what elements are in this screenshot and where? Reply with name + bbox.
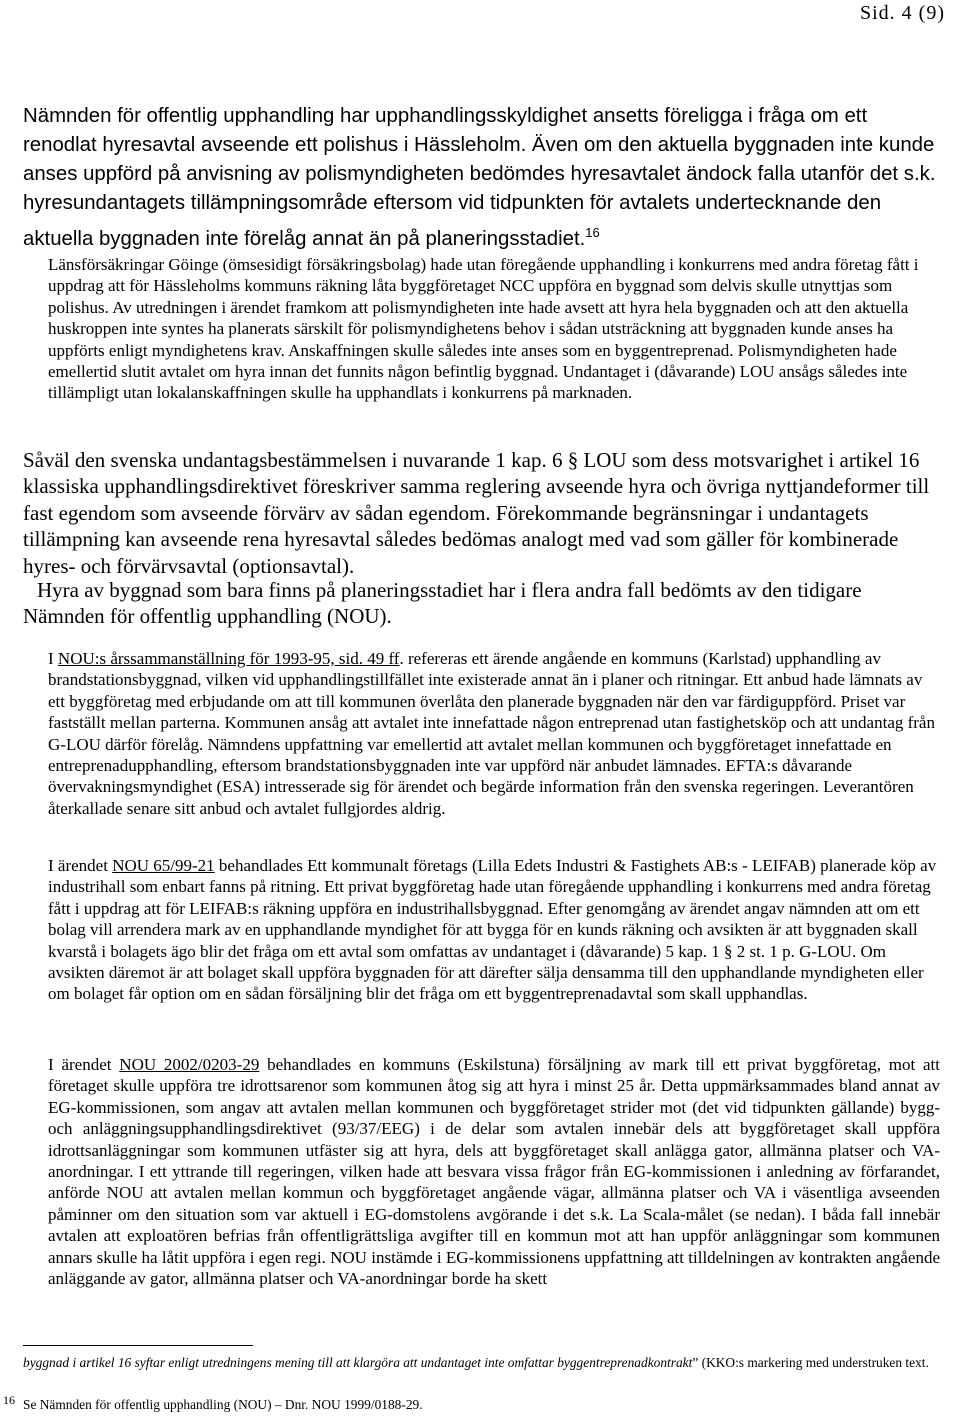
intro-emphasis-text: hyresundantagets tillämpningsområde eftersom vid tidpunkten för avtalets undertecknande den aktuella byggnaden inte förelåg annat än på planeringsstadiet. (23, 192, 882, 250)
case-eskilstuna (48, 1054, 940, 1289)
case-leifab (48, 855, 940, 1005)
nou-summary-link[interactable]: NOU:s årssammanställning för 1993-95, sid. 49 ff (57, 649, 400, 668)
footnote-16-text: Se Nämnden för offentlig upphandling (NOU) – Dnr. NOU 1999/0188-29. (23, 1397, 423, 1412)
footnote-divider (23, 1345, 253, 1346)
footnote-continuation-regular: ” (KKO:s markering med understruken text. (692, 1355, 929, 1370)
case-karlstad-text: . refereras ett ärende angående en kommuns (Karlstad) upphandling av brandstationsbyggnad, vilken vid upphandlingstillfället inte existerade annat än i planer och ritningar. Ett anbud hade lämnats av ett byggföretag med erbjudande om att till kommunen överlåta den planerade byggnaden när den var färdiguppförd. Priset var fastställt mellan parterna. Kommunen ansåg att avtalet inte innefattade någon entreprenad utan fastighetsköp och att undantag från G-LOU därför förelåg. Nämndens uppfattning var emellertid att avtalet mellan kommunen och byggföretaget innefattade en entreprenadupphandling, eftersom brandstationsbyggnaden inte var uppförd när anbudet lämnades. EFTA:s dåvarande övervakningsmyndighet (ESA) intresserade sig för ärendet och begärde information från den svenska regeringen. Leverantören återkallade senare sitt anbud och avtalet fullgjordes aldrig. (48, 649, 935, 818)
case-hassleholm-text-a: Länsförsäkringar Göinge (ömsesidigt försäkringsbolag) hade utan föregående upphandling i konkurrens med andra företag fått i uppdrag att för Hässleholms kommuns räkning låta byggföretaget NCC uppföra en byggnad som delvis skulle utnyttjas som polishus. (48, 255, 919, 317)
page-number: Sid. 4 (9) (860, 2, 945, 24)
footnote-continuation-italic: byggnad i artikel 16 syftar enligt utredningens mening till att klargöra att undantaget inte omfattar byggentreprenadkontrakt (23, 1355, 693, 1370)
case-hassleholm-text-b: Av utredningen i ärendet framkom att polismyndigheten inte hade avsett att hyra hela byggnaden och att den aktuella huskroppen inte syntes ha planerats särskilt för polismyndighetens behov i sådan utsträckning att byggnaden kunde anses ha uppförts enligt myndighetens krav. Anskaffningen skulle således inte anses som en byggentreprenad. Polismyndigheten hade emellertid slutit avtalet om hyra innan det funnits någon befintlig byggnad. Undantaget i (dåvarande) LOU ansågs således inte tillämpligt utan lokalanskaffningen skulle ha upphandlats i konkurrens på marknaden. (48, 297, 909, 403)
case-leifab-prefix: I ärendet (48, 856, 113, 875)
footnote-continuation (23, 1354, 939, 1371)
paragraph-legal-basis: Såväl den svenska undantagsbestämmelsen i nuvarande 1 kap. 6 § LOU som dess motsvarighet i artikel 16 klassiska upphandlingsdirektivet föreskriver samma reglering avseende hyra och övriga nyttjandeformer till fast egendom som avseende förvärv av sådan egendom. Förekommande begränsningar i undantagets tillämpning kan avseende rena hyresavtal således bedömas analogt med vad som gäller för kombinerade hyres- och förvärvsavtal (optionsavtal). (23, 448, 930, 578)
case-karlstad-prefix: I (48, 649, 58, 668)
case-eskilstuna-last-line: tilldelningen av kontrakten angående anläggande av gator, allmänna platser och VA-anordningar borde ha skett (48, 1247, 941, 1289)
case-hassleholm (48, 254, 940, 404)
case-eskilstuna-prefix: I ärendet (48, 1055, 120, 1074)
paragraph-nou-cases: Hyra av byggnad som bara finns på planeringsstadiet har i flera andra fall bedömts av den tidigare Nämnden för offentlig upphandling (NOU). (23, 578, 862, 629)
case-leifab-text: behandlades Ett kommunalt företags (Lilla Edets Industri & Fastighets AB:s - LEIFAB) planerade köp av industrihall som enbart fanns på ritning. Ett privat byggföretag hade utan föregående upphandling i konkurrens med andra företag fått i uppdrag att för LEIFAB:s räkning uppföra en industrihallsbyggnad. Efter genomgång av ärendet angav nämnden att om ett bolag vill arrendera mark av en upphandlande myndighet för att bygga för en kunds räkning och avsikten är att byggnaden skall kvarstå i bolagets ägo blir det fråga om ett avtal som omfattas av undantaget i (dåvarande) 5 kap. 1 § 2 st. 1 p. G-LOU. Om avsikten däremot är att bolaget skall uppföra byggnaden för att därefter sälja densamma till den upphandlande myndigheten eller om bolaget får option om en sådan försäljning blir det fråga om ett byggentreprenadavtal som skall upphandlas. (48, 856, 937, 1004)
nou-2002-0203-29-link[interactable]: NOU 2002/0203-29 (119, 1055, 260, 1074)
case-eskilstuna-text: behandlades en kommuns (Eskilstuna) försäljning av mark till ett privat byggföretag, mot att företaget skulle uppföra tre idrottsarenor som kommunen åtog sig att hyra i minst 25 år. Detta uppmärksammades bland annat av EG-kommissionen, som angav att avtalen mellan kommunen och byggföretaget strider mot (det vid tidpunkten gällande) bygg- och anläggningsupphandlingsdirektivet (93/37/EEG) i de delar som avtalen innebär dels att byggföretaget skall uppföra idrottsanläggningar som kommunen utfäster sig att hyra, dels att byggföretaget skall anlägga gator, allmänna platser och VA-anordningar. I ett yttrande till regeringen, vilken hade att besvara vissa frågor från EG-kommissionen i anledning av förfarandet, anförde NOU att avtalen mellan kommun och byggföretaget angående vägar, allmänna platser och VA i väsentliga avseenden påminner om den situation som var aktuell i EG-domstolens avgörande i det s.k. La Scala-målet (se nedan). I båda fall innebär avtalen att exploatören befrias från offentligrättsliga avgifter till en kommun mot att han uppför anläggningar som kommunen annars skulle ha låtit uppföra i egen regi. NOU instämde i EG-kommissionens uppfattning att (48, 1055, 940, 1267)
paragraph-intro (23, 102, 939, 254)
nou-65-99-21-link[interactable]: NOU 65/99-21 (112, 856, 215, 875)
footnote-ref-16[interactable]: 16 (585, 225, 600, 240)
footnote-16-marker: 16 (3, 1393, 15, 1407)
case-karlstad (48, 648, 940, 819)
intro-regular-text: Nämnden för offentlig upphandling har upphandlingsskyldighet ansetts föreligga i fråga om ett renodlat hyresavtal avseende ett polishus i Hässleholm. Även om den aktuella byggnaden inte kunde anses uppförd på anvisning av polismyndigheten bedömdes hyresavtalet ändock falla utanför det s.k. (23, 105, 936, 185)
